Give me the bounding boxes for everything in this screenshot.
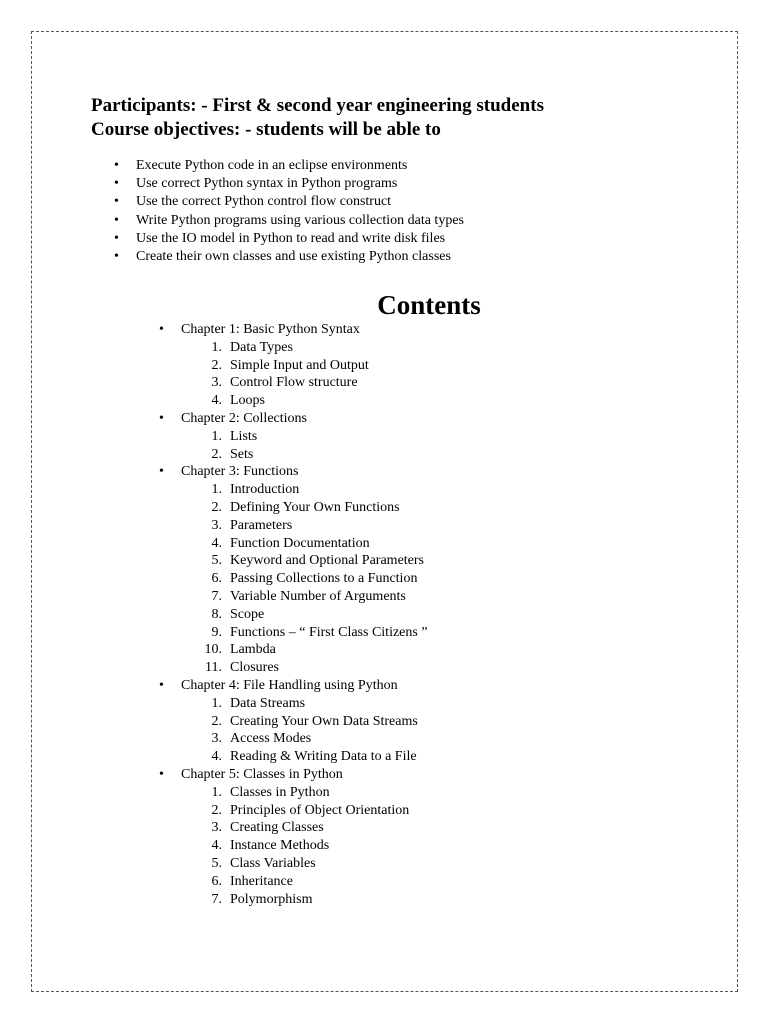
chapter-item bbox=[159, 766, 428, 784]
objective-text: Use correct Python syntax in Python programs bbox=[136, 176, 398, 192]
topic-item bbox=[159, 357, 428, 375]
participants-heading: Participants: - First & second year engineering students bbox=[91, 95, 544, 116]
topic-title: Data Streams bbox=[230, 695, 306, 711]
topic-item bbox=[159, 517, 428, 535]
topic-title: Functions – “ First Class Citizens ” bbox=[230, 624, 428, 640]
topic-item bbox=[159, 695, 428, 713]
topic-title: Classes in Python bbox=[230, 784, 330, 800]
chapter-item bbox=[159, 321, 428, 339]
topic-item bbox=[159, 588, 428, 606]
topic-title: Control Flow structure bbox=[230, 375, 358, 391]
topic-item bbox=[159, 552, 428, 570]
bullet-icon: • bbox=[114, 194, 119, 210]
topic-item bbox=[159, 855, 428, 873]
topic-item bbox=[159, 730, 428, 748]
topic-number: 3. bbox=[211, 731, 222, 747]
topic-title: Passing Collections to a Function bbox=[230, 571, 418, 587]
bullet-icon: • bbox=[159, 766, 164, 782]
chapter-item bbox=[159, 677, 428, 695]
objective-item bbox=[114, 175, 464, 193]
objective-text: Create their own classes and use existing Python classes bbox=[136, 249, 451, 265]
topic-number: 4. bbox=[211, 838, 222, 854]
bullet-icon: • bbox=[159, 464, 164, 480]
bullet-icon: • bbox=[114, 230, 119, 246]
chapter-item bbox=[159, 410, 428, 428]
topic-number: 1. bbox=[211, 428, 222, 444]
topic-item bbox=[159, 535, 428, 553]
topic-item bbox=[159, 481, 428, 499]
topic-number: 4. bbox=[211, 535, 222, 551]
topic-item bbox=[159, 802, 428, 820]
objective-text: Execute Python code in an eclipse environments bbox=[136, 158, 408, 173]
topic-item bbox=[159, 837, 428, 855]
topic-item bbox=[159, 659, 428, 677]
topic-item bbox=[159, 499, 428, 517]
objective-item bbox=[114, 193, 464, 211]
objective-text: Write Python programs using various collection data types bbox=[136, 212, 464, 228]
bullet-icon: • bbox=[114, 249, 119, 265]
objective-item bbox=[114, 157, 464, 175]
topic-title: Creating Classes bbox=[230, 820, 324, 836]
topic-item bbox=[159, 339, 428, 357]
chapter-title: Chapter 3: Functions bbox=[181, 464, 299, 480]
chapter-title: Chapter 4: File Handling using Python bbox=[181, 677, 398, 693]
bullet-icon: • bbox=[159, 410, 164, 426]
topic-number: 3. bbox=[211, 820, 222, 836]
objective-text: Use the IO model in Python to read and write disk files bbox=[136, 230, 446, 246]
objective-item bbox=[114, 230, 464, 248]
topic-title: Creating Your Own Data Streams bbox=[230, 713, 418, 729]
topic-item bbox=[159, 428, 428, 446]
bullet-icon: • bbox=[159, 322, 164, 337]
objective-text: Use the correct Python control flow construct bbox=[136, 194, 392, 210]
chapter-item bbox=[159, 463, 428, 481]
topic-item bbox=[159, 873, 428, 891]
topic-item bbox=[159, 748, 428, 766]
topic-title: Introduction bbox=[230, 482, 300, 498]
topic-title: Function Documentation bbox=[230, 535, 370, 551]
topic-number: 1. bbox=[211, 784, 222, 800]
topic-number: 1. bbox=[211, 339, 222, 355]
topic-number: 3. bbox=[211, 375, 222, 391]
objectives-heading: Course objectives: - students will be able to bbox=[91, 119, 441, 140]
topic-number: 8. bbox=[211, 606, 222, 622]
topic-number: 11. bbox=[205, 660, 222, 676]
chapter-title: Chapter 1: Basic Python Syntax bbox=[181, 322, 360, 337]
bullet-icon: • bbox=[114, 158, 119, 173]
topic-item bbox=[159, 891, 428, 909]
topic-number: 9. bbox=[211, 624, 222, 640]
topic-number: 4. bbox=[211, 749, 222, 765]
topic-title: Sets bbox=[230, 446, 254, 462]
topic-item bbox=[159, 446, 428, 464]
topic-title: Principles of Object Orientation bbox=[230, 802, 410, 818]
topic-item bbox=[159, 624, 428, 642]
bullet-icon: • bbox=[159, 677, 164, 693]
topic-title: Data Types bbox=[230, 339, 293, 355]
topic-title: Polymorphism bbox=[230, 891, 313, 907]
topic-number: 1. bbox=[211, 695, 222, 711]
topic-number: 7. bbox=[211, 891, 222, 907]
topic-title: Reading & Writing Data to a File bbox=[230, 749, 417, 765]
topic-title: Closures bbox=[230, 660, 279, 676]
topic-number: 6. bbox=[211, 873, 222, 889]
topic-title: Lambda bbox=[230, 642, 276, 658]
chapter-title: Chapter 5: Classes in Python bbox=[181, 766, 343, 782]
topic-item bbox=[159, 606, 428, 624]
table-of-contents bbox=[159, 321, 428, 908]
topic-number: 5. bbox=[211, 553, 222, 569]
topic-item bbox=[159, 819, 428, 837]
topic-title: Class Variables bbox=[230, 855, 316, 871]
topic-number: 7. bbox=[211, 588, 222, 604]
objective-item bbox=[114, 212, 464, 230]
topic-title: Simple Input and Output bbox=[230, 357, 369, 373]
topic-number: 2. bbox=[211, 713, 222, 729]
topic-number: 10. bbox=[204, 642, 222, 658]
topic-number: 2. bbox=[211, 499, 222, 515]
topic-item bbox=[159, 374, 428, 392]
topic-title: Keyword and Optional Parameters bbox=[230, 553, 424, 569]
topic-title: Instance Methods bbox=[230, 838, 330, 854]
topic-title: Access Modes bbox=[230, 731, 312, 747]
topic-number: 6. bbox=[211, 571, 222, 587]
topic-item bbox=[159, 713, 428, 731]
topic-number: 4. bbox=[211, 393, 222, 409]
topic-number: 2. bbox=[211, 802, 222, 818]
objectives-list bbox=[114, 157, 464, 266]
topic-title: Scope bbox=[230, 606, 265, 622]
topic-number: 3. bbox=[211, 517, 222, 533]
topic-number: 5. bbox=[211, 855, 222, 871]
topic-title: Parameters bbox=[230, 517, 293, 533]
topic-title: Loops bbox=[230, 393, 265, 409]
topic-number: 2. bbox=[211, 446, 222, 462]
chapter-title: Chapter 2: Collections bbox=[181, 410, 307, 426]
contents-title: Contents bbox=[377, 290, 481, 320]
topic-item bbox=[159, 784, 428, 802]
topic-title: Variable Number of Arguments bbox=[230, 588, 406, 604]
topic-title: Inheritance bbox=[230, 873, 293, 889]
topic-title: Lists bbox=[230, 428, 258, 444]
topic-item bbox=[159, 392, 428, 410]
bullet-icon: • bbox=[114, 176, 119, 192]
bullet-icon: • bbox=[114, 212, 119, 228]
topic-number: 1. bbox=[211, 482, 222, 498]
topic-item bbox=[159, 641, 428, 659]
topic-number: 2. bbox=[211, 357, 222, 373]
topic-title: Defining Your Own Functions bbox=[230, 499, 400, 515]
objective-item bbox=[114, 248, 464, 266]
topic-item bbox=[159, 570, 428, 588]
